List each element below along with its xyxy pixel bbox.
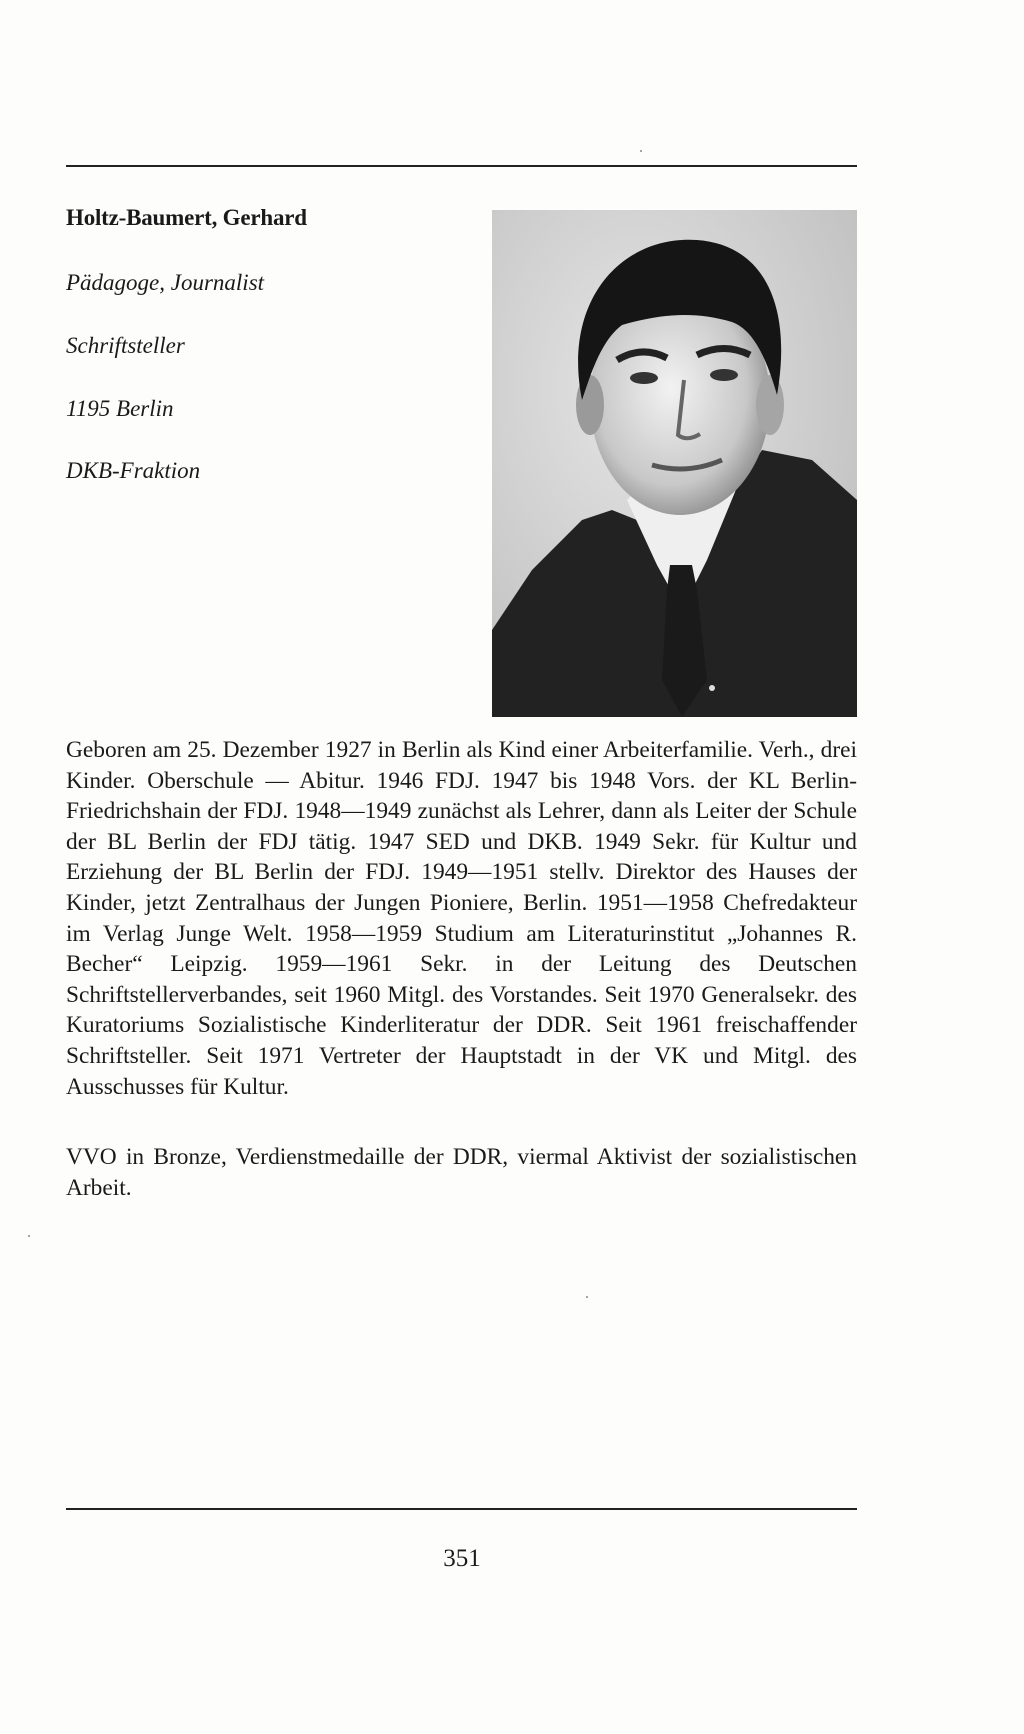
scan-speck: [28, 1235, 30, 1237]
scan-speck: [586, 1296, 588, 1298]
top-rule: [66, 165, 857, 167]
entry-occupation: Schriftsteller: [66, 333, 185, 358]
biography-text: Geboren am 25. Dezember 1927 in Berlin als Kind einer Arbeiterfamilie. Verh., drei Kinder. Oberschule — Abitur. 1946 FDJ. 1947 bis 1948 Vors. der KL Berlin-Friedrichshain der FDJ. 1948—1949 zunächst als Lehrer, dann als Leiter der Schule der BL Berlin der FDJ tätig. 1947 SED und DKB. 1949 Sekr. für Kultur und Erziehung der BL Berlin der FDJ. 1949—1951 stellv. Direktor des Hauses der Kinder, jetzt Zentralhaus der Jungen Pioniere, Berlin. 1951—1958 Chefredakteur im Verlag Junge Welt. 1958—1959 Studium am Literaturinstitut „Johannes R. Becher“ Leipzig. 1959—1961 Sekr. in der Leitung des Deutschen Schriftstellerverbandes, seit 1960 Mitgl. des Vorstandes. Seit 1970 Generalsekr. des Kuratoriums Sozialistische Kinderliteratur der DDR. Seit 1961 freischaffender Schriftsteller. Seit 1971 Vertreter der Hauptstadt in der VK und Mitgl. des Ausschusses für Kultur.: [66, 737, 857, 1100]
page-number: 351: [443, 1545, 481, 1572]
entry-name: Holtz-Baumert, Gerhard: [66, 205, 307, 230]
entry-profession: Pädagoge, Journalist: [66, 270, 265, 295]
awards-text: VVO in Bronze, Verdienstmedaille der DDR, viermal Aktivist der sozialistischen Arbeit.: [66, 1144, 857, 1201]
entry-location: 1195 Berlin: [66, 396, 174, 421]
entry-faction: DKB-Fraktion: [66, 458, 201, 483]
bottom-rule: [66, 1508, 857, 1510]
scan-speck: [640, 150, 642, 152]
portrait-photo-icon: [492, 210, 857, 717]
portrait-photo: [492, 210, 857, 717]
